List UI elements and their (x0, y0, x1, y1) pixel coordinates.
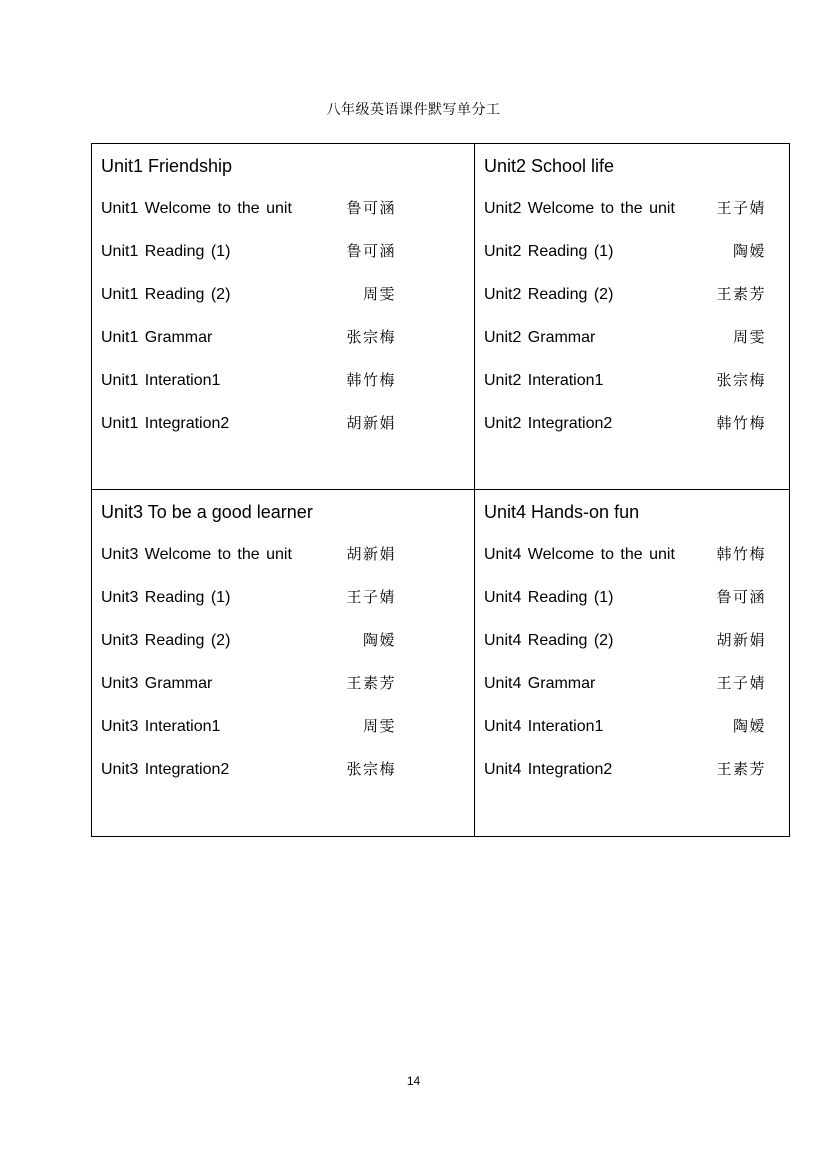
teacher-name: 鲁可涵 (716, 589, 766, 606)
teacher-name: 胡新娟 (346, 546, 396, 563)
assignment-row (101, 544, 396, 566)
lesson-label: Unit1 Reading (2) (101, 286, 231, 303)
teacher-name: 陶嫒 (362, 632, 396, 649)
assignment-row (484, 241, 766, 263)
teacher-name: 王子婧 (716, 675, 766, 692)
assignment-row (484, 673, 766, 695)
lesson-label: Unit2 Reading (2) (484, 286, 614, 303)
lesson-label: Unit1 Reading (1) (101, 243, 231, 260)
assignment-row (101, 716, 396, 738)
lesson-label: Unit3 Reading (1) (101, 589, 231, 606)
lesson-label: Unit4 Integration2 (484, 761, 613, 778)
lesson-label: Unit2 Reading (1) (484, 243, 614, 260)
assignment-row (101, 630, 396, 652)
assignment-row (484, 284, 766, 306)
lesson-label: Unit3 Interation1 (101, 718, 221, 735)
lesson-label: Unit2 Integration2 (484, 415, 613, 432)
lesson-label: Unit3 Grammar (101, 675, 213, 692)
assignment-row (484, 198, 766, 220)
teacher-name: 周雯 (732, 329, 766, 346)
assignment-row (101, 673, 396, 695)
unit4-header: Unit4 Hands-on fun (484, 502, 640, 522)
page-number: 14 (406, 1074, 421, 1088)
assignment-row (101, 413, 396, 435)
teacher-name: 王素芳 (346, 675, 396, 692)
assignment-row (101, 241, 396, 263)
assignment-row (484, 413, 766, 435)
lesson-label: Unit1 Welcome to the unit (101, 200, 292, 217)
teacher-name: 张宗梅 (346, 761, 396, 778)
unit4-cell (475, 490, 789, 836)
teacher-name: 胡新娟 (346, 415, 396, 432)
teacher-name: 陶嫒 (732, 243, 766, 260)
teacher-name: 张宗梅 (716, 372, 766, 389)
assignment-row (484, 327, 766, 349)
teacher-name: 胡新娟 (716, 632, 766, 649)
lesson-label: Unit4 Reading (1) (484, 589, 614, 606)
assignment-row (101, 587, 396, 609)
assignment-row (484, 544, 766, 566)
assignment-row (101, 198, 396, 220)
teacher-name: 张宗梅 (346, 329, 396, 346)
teacher-name: 王素芳 (716, 761, 766, 778)
lesson-label: Unit4 Grammar (484, 675, 596, 692)
document-title: 八年级英语课件默写单分工 (326, 101, 501, 117)
unit2-cell (475, 144, 789, 490)
lesson-label: Unit2 Welcome to the unit (484, 200, 675, 217)
teacher-name: 王素芳 (716, 286, 766, 303)
teacher-name: 韩竹梅 (716, 546, 766, 563)
teacher-name: 陶嫒 (732, 718, 766, 735)
assignment-row (484, 759, 766, 781)
teacher-name: 王子婧 (346, 589, 396, 606)
lesson-label: Unit4 Reading (2) (484, 632, 614, 649)
teacher-name: 鲁可涵 (346, 200, 396, 217)
assignment-row (484, 587, 766, 609)
teacher-name: 周雯 (362, 286, 396, 303)
unit2-header: Unit2 School life (484, 156, 615, 176)
assignment-row (101, 327, 396, 349)
lesson-label: Unit4 Interation1 (484, 718, 604, 735)
lesson-label: Unit4 Welcome to the unit (484, 546, 675, 563)
lesson-label: Unit1 Integration2 (101, 415, 230, 432)
lesson-label: Unit2 Grammar (484, 329, 596, 346)
assignment-row (484, 630, 766, 652)
unit3-header: Unit3 To be a good learner (101, 502, 313, 522)
lesson-label: Unit3 Welcome to the unit (101, 546, 292, 563)
lesson-label: Unit3 Integration2 (101, 761, 230, 778)
assignment-row (101, 284, 396, 306)
teacher-name: 周雯 (362, 718, 396, 735)
teacher-name: 韩竹梅 (346, 372, 396, 389)
unit1-header: Unit1 Friendship (101, 156, 233, 176)
teacher-name: 鲁可涵 (346, 243, 396, 260)
lesson-label: Unit2 Interation1 (484, 372, 604, 389)
lesson-label: Unit1 Interation1 (101, 372, 221, 389)
lesson-label: Unit1 Grammar (101, 329, 213, 346)
assignment-row (484, 370, 766, 392)
teacher-name: 韩竹梅 (716, 415, 766, 432)
unit1-cell (92, 144, 475, 490)
lesson-label: Unit3 Reading (2) (101, 632, 231, 649)
assignment-table (91, 143, 790, 837)
assignment-row (484, 716, 766, 738)
teacher-name: 王子婧 (716, 200, 766, 217)
unit3-cell (92, 490, 475, 836)
assignment-row (101, 370, 396, 392)
assignment-row (101, 759, 396, 781)
